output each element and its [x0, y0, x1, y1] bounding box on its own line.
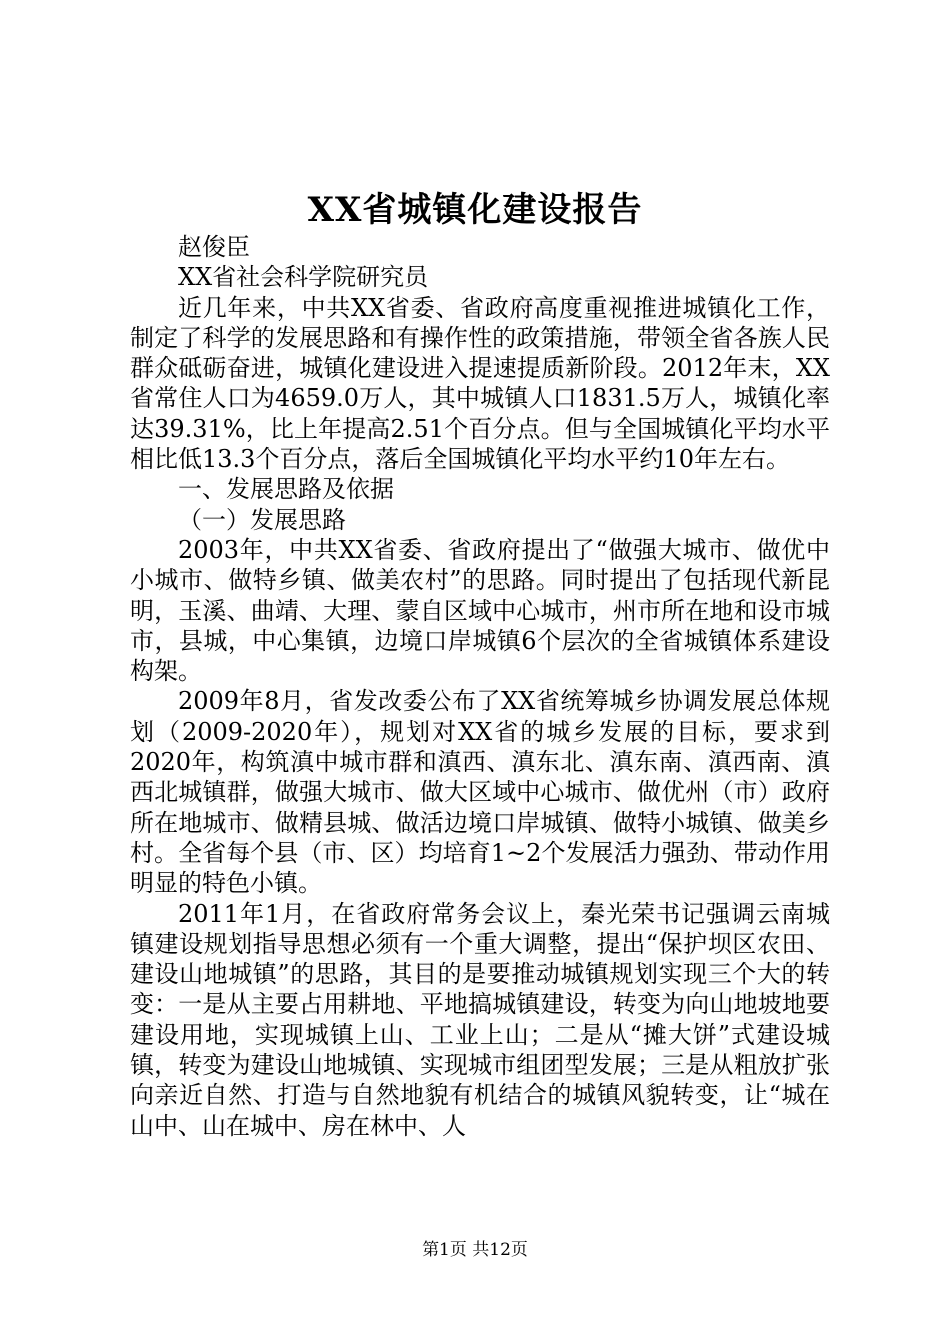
section-heading: 一、发展思路及依据	[178, 475, 394, 504]
document-body	[130, 232, 830, 1141]
paragraph-2011: 2011年1月，在省政府常务会议上，秦光荣书记强调云南城镇建设规划指导思想必须有一个重大调整，提出“保护坝区农田、建设山地城镇”的思路，其目的是要推动城镇规划实现三个大的转变：一是从主要占用耕地、平地搞城镇建设，转变为向山地坡地要建设用地，实现城镇上山、工业上山；二是从“摊大饼”式建设城镇，转变为建设山地城镇、实现城市组团型发展；三是从粗放扩张向亲近自然、打造与自然地貌有机结合的城镇风貌转变，让“城在山中、山在城中、房在林中、人	[130, 899, 830, 1140]
paragraph-2003: 2003年，中共XX省委、省政府提出了“做强大城市、做优中小城市、做特乡镇、做美农村”的思路。同时提出了包括现代新昆明，玉溪、曲靖、大理、蒙自区域中心城市，州市所在地和设市城市，县城，中心集镇，边境口岸城镇6个层次的全省城镇体系建设构架。	[130, 535, 830, 686]
document-title: XX省城镇化建设报告	[307, 190, 643, 230]
paragraph-2009: 2009年8月，省发改委公布了XX省统筹城乡协调发展总体规划（2009-2020年），规划对XX省的城乡发展的目标，要求到2020年，构筑滇中城市群和滇西、滇东北、滇东南、滇西南、滇西北城镇群，做强大城市、做大区域中心城市、做优州（市）政府所在地城市、做精县城、做活边境口岸城镇、做特小城镇、做美乡村。全省每个县（市、区）均培育1~2个发展活力强劲、带动作用明显的特色小镇。	[130, 687, 830, 898]
author-line: 赵俊臣	[178, 233, 250, 261]
paragraph-intro: 近几年来，中共XX省委、省政府高度重视推进城镇化工作，制定了科学的发展思路和有操作性的政策措施，带领全省各族人民群众砥砺奋进，城镇化建设进入提速提质新阶段。2012年末，XX省常住人口为4659.0万人，其中城镇人口1831.5万人，城镇化率达39.31%，比上年提高2.51个百分点。但与全国城镇化平均水平相比低13.3个百分点，落后全国城镇化平均水平约10年左右。	[130, 293, 830, 474]
page-footer: 第1页 共12页	[422, 1240, 528, 1260]
affiliation-line: XX省社会科学院研究员	[178, 263, 429, 292]
subsection-heading: （一）发展思路	[178, 505, 346, 534]
